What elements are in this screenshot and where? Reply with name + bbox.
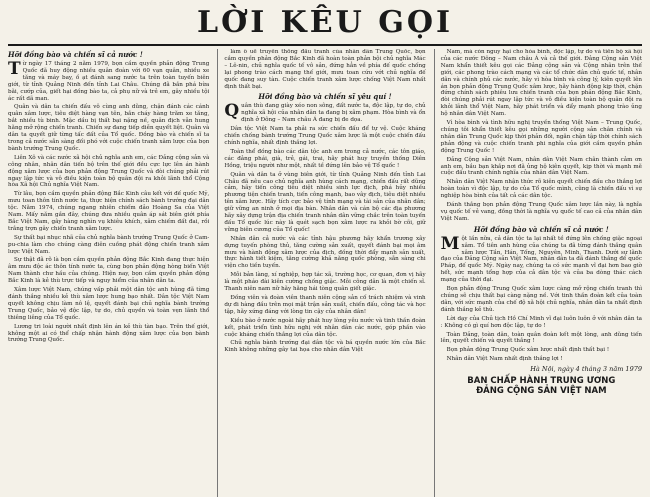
drop-cap: Q (224, 101, 240, 122)
paragraph: Chủ nghĩa bành trướng đại dân tộc và bá quyền nước lớn của Bắc Kinh không những gây tai họa cho nhân dân Việt (224, 340, 426, 354)
page-title: LỜI KÊU GỌI (196, 5, 454, 40)
salutation: Hỡi đồng bào và chiến sĩ cả nước ! (473, 224, 609, 234)
paragraph-text: uân thù đang giày xéo non sông, đất nước ta, độc lập, tự do, chủ nghĩa xã hội của nhân dân ta đang bị xâm phạm. Hòa bình và ổn định ở Đông – Nam châu Á đang bị đe dọa. (241, 103, 426, 124)
signature (441, 376, 642, 396)
paragraph: Kiều bào ở nước ngoài hãy phát huy lòng yêu nước và tinh thần đoàn kết, phát triển tình hữu nghị với nhân dân các nước, góp phần vào cuộc kháng chiến thắng lợi của dân tộc. (224, 317, 426, 338)
paragraph: Toàn Đảng, toàn dân, toàn quân đoàn kết một lòng, anh dũng tiến lên, quyết chiến và quyết thắng ! (440, 331, 642, 345)
paragraph: Toàn thể đồng bào các dân tộc anh em trong cả nước, các tôn giáo, các đảng phái, già, trẻ, gái, trai, hãy phát huy truyền thống Diên Hồng, triệu người như một, nhất tề đứng lên bảo vệ Tổ quốc ! (224, 148, 426, 169)
column-2 (217, 49, 425, 497)
drop-cap: T (8, 59, 21, 79)
paragraph: Đồng viên và đoàn viên thanh niên cộng sản cố trách nhiệm và vinh dự đi hàng đầu trên mọi mặt trận sản xuất, chiến đấu, công tác và học tập, hãy xứng đáng với lòng tin cậy của nhân dân! (224, 295, 426, 315)
signature-line: ĐẢNG CỘNG SẢN VIỆT NAM (476, 386, 607, 397)
salutation: Hỡi đồng bào và chiến sĩ cả nước ! (8, 50, 143, 59)
paragraph: Đánh thắng bọn phản động Trung Quốc xâm lược lần này, là nghĩa vụ quốc tế vẻ vang, đồng thời là nghĩa vụ quốc tế cao cả của nhân dân Việt Nam. (440, 202, 642, 222)
title-rule (8, 44, 642, 46)
paragraph: Sự thật đã rõ là bọn cầm quyền phản động Bắc Kinh đang thực hiện âm mưu độc ác thôn tính nước ta, cùng bọn phản động hòng biến Việt Nam thành chư hầu của chúng. Hiện nay, bọn cầm quyền phản động Bắc Kinh là kẻ thù trực tiếp và nguy hiểm của nhân dân ta. (8, 257, 210, 285)
paragraph (440, 233, 642, 284)
article-columns (8, 49, 642, 497)
paragraph-text: ột lần nữa, cả dân tộc ta lại nhất tề đứng lên chống giặc ngoại xâm. Tổ tiên anh hùng của chúng ta đã từng đánh thắng quân xâm lược Tần, Hán, Tống, Nguyên, Minh, Thanh. Dưới sự lãnh đạo của Đảng Cộng sản Việt Nam, nhân dân ta đã đánh thắng đế quốc Pháp, đế quốc Mỹ. Ngày nay, chúng ta có sức mạnh vĩ đại hơn bao giờ hết, sức mạnh tổng hợp của cả dân tộc và của ba dòng thác cách mạng của thời đại. (440, 235, 642, 284)
paragraph: Liên Xô và các nước xã hội chủ nghĩa anh em, các Đảng cộng sản và công nhân, nhân dân tiến bộ trên thế giới đều cực lực lên án hành động xâm lược của bọn phản động Trung Quốc và đòi chúng phải rút ngay lập tức và vô điều kiện toàn bộ quân đội ra khỏi lãnh thổ Cộng hòa Xã hội Chủ nghĩa Việt Nam. (8, 154, 210, 189)
column-3-body (440, 233, 642, 363)
paragraph: Đảng Cộng sản Việt Nam, nhân dân Việt Nam chân thành cảm ơn anh em, bầu bạn khắp nơi đã ủng hộ kiên quyết, kịp thời và mạnh mẽ cuộc đấu tranh chính nghĩa của nhân dân Việt Nam. (440, 156, 642, 177)
salutation: Hỡi đồng bào và chiến sĩ yêu quí ! (258, 92, 392, 102)
paragraph: Vì hòa bình và tình hữu nghị truyền thống Việt Nam – Trung Quốc, chúng tôi khẩn thiết kêu gọi những người cộng sản chân chính và nhân dân Trung Quốc kịp thời phản đối, ngăn chặn tập thời chính sách phản động và cuộc chiến tranh phi nghĩa của giới cầm quyền phản động Trung Quốc ! (440, 120, 642, 154)
paragraph: Lời dạy của Chủ tịch Hồ Chí Minh vĩ đại luôn luôn ở với nhân dân ta : Không có gì quí hơn độc lập, tự do ! (440, 315, 642, 329)
paragraph: Quân và dân ta ở vùng biên giới, từ tỉnh Quảng Ninh đến tỉnh Lai Châu đã nêu cao chủ nghĩa anh hùng cách mạng, chiến đấu rất dũng cảm, hãy tiến công tiêu diệt nhiều sinh lực địch, phá hủy nhiều phương tiện chiến tranh, tiến công mạnh, bao vây địch, tiêu diệt nhiều tên xâm lược. Hãy tích cực bảo vệ tính mạng và tài sản của nhân dân; giữ vững an ninh ở mọi địa bàn. Nhân dân và cán bộ các địa phương hãy xây dựng trận địa chiến tranh nhân dân vững chắc trên toàn tuyến đấu Tổ quốc lúc này là quét sạch bọn xâm lược ra khỏi bờ cõi, giữ vững biên cương của Tổ quốc! (224, 171, 426, 233)
column-1 (8, 49, 209, 497)
place-date: Hà Nội, ngày 4 tháng 3 năm 1979 (530, 365, 642, 374)
paragraph: Từ lâu, bọn cầm quyền phản động Bắc Kinh câu kết với đế quốc Mỹ, mưu toan thôn tính nước ta, thực hiện chính sách bành trướng đại dân tộc. Năm 1974, chúng ngang nhiên chiếm đảo Hoàng Sa của Việt Nam. Mấy năm gần đây, chúng đưa nhiều quân áp sát biên giới phía Bắc Việt Nam, gây hàng nghìn vụ khiêu khích, xâm chiếm đất đai, rồi trắng trợn gây chiến tranh xâm lược. (8, 191, 210, 232)
paragraph (224, 103, 425, 124)
paragraph: Quân và dân ta chiến đấu vô cùng anh dũng, chặn đánh các cánh quân xâm lược, tiêu diệt hàng vạn tên, bắn cháy hàng trăm xe tăng, bắt nhiều tù binh. Mặc dầu bị thất bại nặng nề, quân địch vẫn hung hăng mở rộng chiến tranh. Chiến sự đang tiếp diễn quyết liệt. Quân và dân ta quyết giữ từng tấc đất của Tổ quốc. Đồng bào và chiến sĩ ta trong cả nước sẵn sàng đối phó với cuộc chiến tranh xâm lược của bọn bành trướng Trung Quốc. (8, 104, 210, 152)
drop-cap: M (440, 233, 460, 254)
paragraph: Nhân dân Việt Nam nhất định thắng lợi ! (446, 356, 563, 363)
signature-line: BAN CHẤP HÀNH TRUNG ƯƠNG (467, 376, 616, 387)
paragraph: Sự thất bại nhục nhã của chủ nghĩa bành trướng Trung Quốc ở Cam-pu-chia làm cho chúng càng điên cuồng phát động chiến tranh xâm lược Việt Nam. (8, 234, 210, 255)
paragraph: Nhân dân Việt Nam nhận thức rõ kiên quyết chiến đấu cho thắng lợi hoàn toàn vì độc lập, tự do của Tổ quốc mình, cũng là chiến đấu vì sự nghiệp hòa bình của tất cả các dân tộc. (440, 179, 642, 200)
paragraph: Nhân dân cả nước và các tỉnh hậu phương hãy khẩn trương xây dựng tuyến phòng thủ, tăng cường sản xuất, quyết đánh bại mọi âm mưu và hành động xâm lược của địch, đồng thời đẩy mạnh sản xuất, thực hành tiết kiệm, tăng cường khả năng quốc phòng, sẵn sàng chi viện cho tiền tuyến. (224, 235, 426, 270)
paragraph: Nam, mà còn nguy hại cho hòa bình, độc lập, tự do và tiến bộ xã hội của các nước Đông – Nam châu Á và cả thế giới. Đảng Cộng sản Việt Nam khẩn thiết kêu gọi các Đảng cộng sản và Cộng nhân trên thế giới, các phong trào cách mạng và các tổ chức dân chủ quốc tế, nhân dân và chính phủ các nước, hãy vì hòa bình và công lý, kiên quyết lên án bọn phản động Trung Quốc xâm lược, hãy hành động kịp thời, chặn đứng chính sách phiêu lưu chiến tranh của bọn phản động Bắc Kinh, đòi chúng phải rút ngay lập tức và vô điều kiện toàn bộ quân đội ra khỏi lãnh thổ Việt Nam, hãy phát triển và đẩy mạnh phong trào ủng hộ nhân dân Việt Nam. (440, 49, 642, 118)
paragraph: Bọn phản động Trung Quốc xâm lược nhất định thất bại ! (446, 347, 610, 354)
paragraph: Lương tri loài người nhất định lên án kẻ thù tàn bạo. Trên thế giới, không một ai có thể chấp nhận hành động xâm lược của bọn bành trướng Trung Quốc. (8, 323, 210, 344)
column-1-body (8, 61, 209, 344)
column-2-top (224, 49, 425, 90)
column-3-top (441, 49, 642, 223)
paragraph: Xâm lược Việt Nam, chúng vấp phải một dân tộc anh hùng đã từng đánh thắng nhiều kẻ thù xâm lược hung bạo nhất. Dân tộc Việt Nam quyết không chịu làm nô lệ, quyết đánh bại chủ nghĩa bành trướng Trung Quốc, bảo vệ độc lập, tự do, chủ quyền và toàn vẹn lãnh thổ thiêng liêng của Tổ quốc. (8, 287, 210, 321)
paragraph: làm ô uế truyền thống đấu tranh của nhân dân Trung Quốc, bọn cầm quyền phản động Bắc Kinh đã hoàn toàn phản bội chủ nghĩa Mác – Lê-nin, chủ nghĩa quốc tế vô sản, đứng hẳn về phía đế quốc chống lại phong trào cách mạng thế giới, mưu toan cứu vớt chủ nghĩa đế quốc đang suy tàn. Cuộc chiến tranh xâm lược chống Việt Nam nhất định thất bại. (224, 49, 426, 90)
paragraph-text: ừ ngày 17 tháng 2 năm 1979, bọn cầm quyền phản động Trung Quốc đã huy động nhiều quân đoàn với 60 vạn quân, nhiều xe tăng và máy bay, ồ ạt đánh sang nước ta trên toàn tuyến biên giới, từ tỉnh Quảng Ninh đến tỉnh Lai Châu. Chúng đã bắn phá bừa bãi, cướp của, giết hại đồng bào ta, cả phụ nữ và trẻ em, gây nhiều tội ác rất dã man. (8, 61, 210, 102)
column-2-body (224, 103, 425, 354)
paragraph (8, 61, 209, 102)
paragraph: Bọn phản động Trung Quốc xâm lược càng mở rộng chiến tranh thì chúng sẽ chịu thất bại càng nặng nề. Với tinh thần đoàn kết của toàn dân, với sức mạnh của chế độ xã hội chủ nghĩa, nhân dân ta nhất định đánh thắng kẻ thù. (440, 286, 642, 313)
paragraph: Mỗi bản làng, xí nghiệp, hợp tác xã, trường học, cơ quan, đơn vị hãy là một pháo đài kiên cường chống giặc. Mỗi công dân là một chiến sĩ. Thanh niên nam nữ hãy hăng hái tòng quân giết giặc. (224, 272, 426, 293)
column-3 (434, 49, 642, 497)
paragraph: Dân tộc Việt Nam ta phải ra sức chiến đấu để tự vệ. Cuộc kháng chiến chống bành trướng Trung Quốc xâm lược là một cuộc chiến đấu chính nghĩa, nhất định thắng lợi. (224, 126, 426, 146)
